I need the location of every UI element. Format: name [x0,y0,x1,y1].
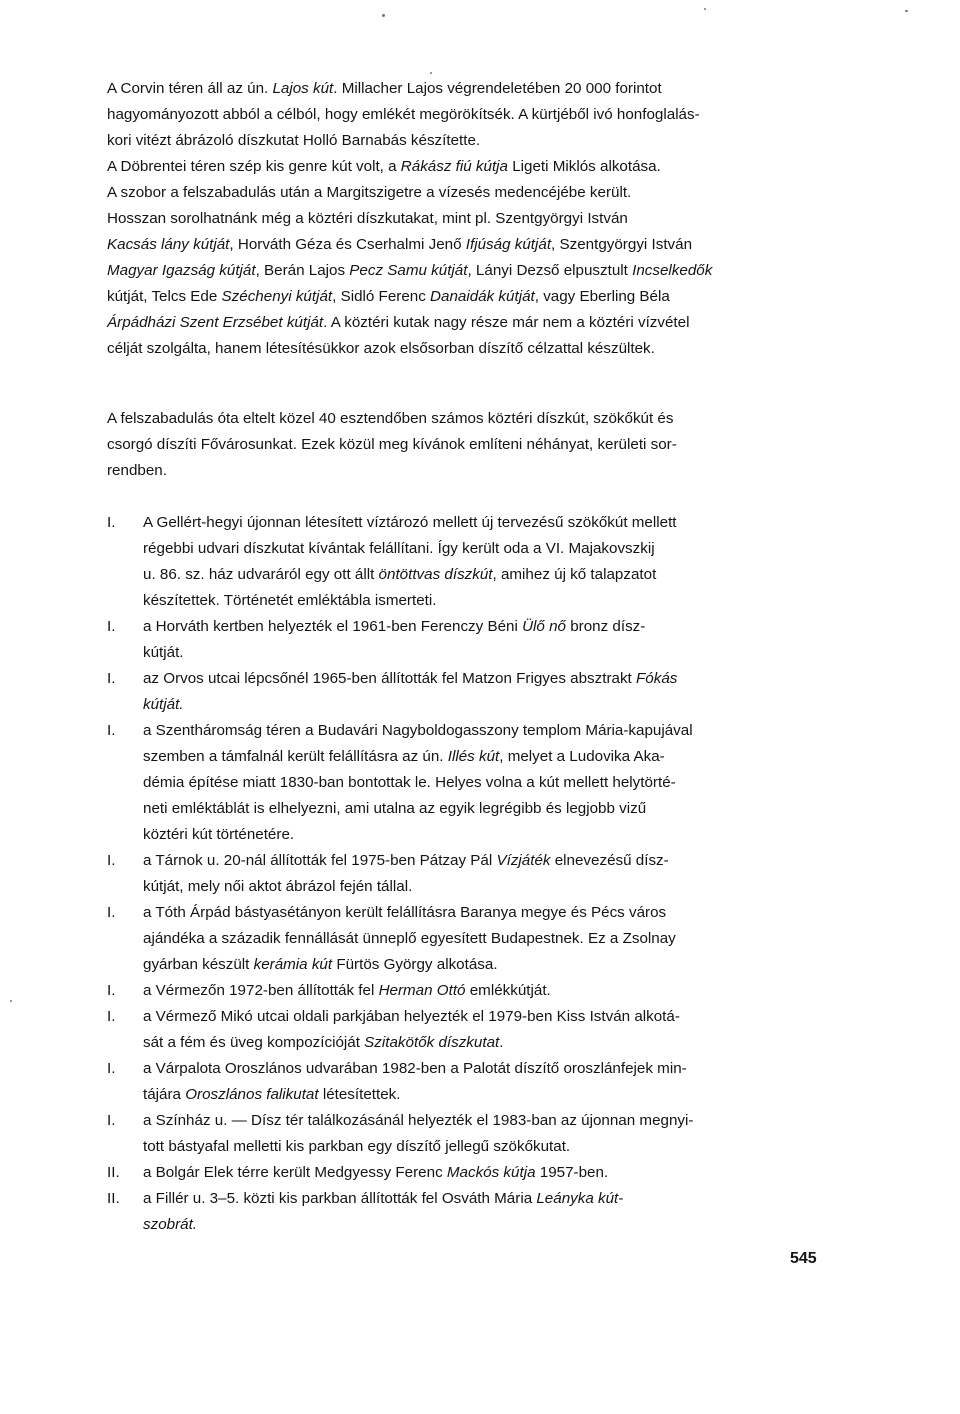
fountain-name: Mackós kútja [446,1164,536,1181]
text-line: A Döbrentei téren szép kis genre kút volt, a Rákász fiú kútja Ligeti Miklós alkotása. [107,158,661,175]
text-segment: a Színház u. — Dísz tér találkozásánál helyezték el 1983-ban az újonnan megnyi- [143,1112,694,1129]
text-line [143,770,842,796]
fountain-name: Ifjúság kútját [465,236,552,253]
district-number: II. [107,1190,120,1207]
text-line [143,1108,842,1134]
text-line: Kacsás lány kútját, Horváth Géza és Cserhalmi Jenő Ifjúság kútját, Szentgyörgyi István [107,236,693,253]
text-segment: u. 86. sz. ház udvaráról egy ott állt [143,566,379,583]
text-line [143,640,842,666]
list-item [107,900,842,978]
text-segment: tájára [143,1086,186,1103]
text-segment: készítettek. Történetét emléktábla ismerteti. [143,592,437,609]
fountain-name: Széchenyi kútját [221,288,333,305]
text-segment: a Vérmező Mikó utcai oldali parkjában helyezték el 1979-ben Kiss István alkotá- [143,1008,680,1025]
text-line [143,1134,842,1160]
text-segment: , amihez új kő talapzatot [492,566,657,583]
item-text [143,1004,842,1056]
item-text [143,1108,842,1160]
text-segment: , melyet a Ludovika Aka- [499,748,665,765]
text-line: kori vitézt ábrázoló díszkutat Holló Barnabás készítette. [107,132,481,149]
text-line: Hosszan sorolhatnánk még a köztéri díszkutakat, mint pl. Szentgyörgyi István [107,210,628,227]
text-line [143,1212,842,1238]
text-segment: a Bolgár Elek térre került Medgyessy Ferenc [143,1164,447,1181]
district-number: I. [107,982,116,999]
item-text [143,666,842,718]
fountain-name: Herman Ottó [378,982,466,999]
text-segment: ajándéka a századik fennállását ünneplő egyesített Budapestnek. Ez a Zsolnay [143,930,676,947]
text-line [143,1186,842,1212]
list-item [107,1108,842,1160]
text-line: célját szolgálta, hanem létesítésükkor azok elsősorban díszítő célzattal készültek. [107,340,655,357]
text-segment: a Tárnok u. 20-nál állították fel 1975-ben Pátzay Pál [143,852,497,869]
fountain-name: Danaidák kútját [430,288,535,305]
scan-speck [10,1000,12,1002]
district-number: I. [107,1060,116,1077]
text-line [143,614,842,640]
fountain-name: Kacsás lány kútját [107,236,230,253]
text-line [143,874,842,900]
list-item [107,1160,842,1186]
text-segment: Fürtös György alkotása. [332,956,498,973]
fountain-name: Rákász fiú kútja [400,158,508,175]
text-segment: gyárban készült [143,956,254,973]
fountain-name: Szitakötők díszkutat [364,1034,500,1051]
district-number: I. [107,904,116,921]
text-line [143,1160,842,1186]
text-line [143,1082,842,1108]
fountain-name: Lajos kút [272,80,334,97]
text-line [143,588,842,614]
scan-speck [704,8,706,10]
text-line: rendben. [107,462,167,479]
text-segment: a Tóth Árpád bástyasétányon került felállításra Baranya megye és Pécs város [143,904,667,921]
fountain-name: Árpádházi Szent Erzsébet kútját [107,314,324,331]
text-line [143,822,842,848]
text-line [143,1056,842,1082]
text-line [143,692,842,718]
district-number: I. [107,514,116,531]
fountain-name: Magyar Igazság kútját [107,262,256,279]
text-segment: 1957-ben. [535,1164,609,1181]
list-item [107,614,842,666]
text-line [143,562,842,588]
list-item [107,1056,842,1108]
scan-speck [905,10,908,12]
item-text [143,510,842,614]
item-text [143,900,842,978]
list-item [107,1004,842,1056]
text-line: A szobor a felszabadulás után a Margitszigetre a vízesés medencéjébe került. [107,184,632,201]
fountain-name: Oroszlános falikutat [185,1086,319,1103]
fountain-name: Leányka kút- [536,1190,624,1207]
fountain-name: Ülő nő [522,618,566,635]
text-line [143,1030,842,1056]
fountain-name: kútját. [143,696,184,713]
list-item [107,718,842,848]
text-segment: az Orvos utcai lépcsőnél 1965-ben állították fel Matzon Frigyes absztrakt [143,670,636,687]
page-number: 545 [790,1250,817,1267]
text-line [143,744,842,770]
text-line [143,900,842,926]
text-segment: emlékkútját. [465,982,551,999]
text-segment: a Várpalota Oroszlános udvarában 1982-ben a Palotát díszítő oroszlánfejek min- [143,1060,687,1077]
text-segment: szemben a támfalnál került felállításra az ún. [143,748,448,765]
scan-speck [382,14,385,17]
text-line: Árpádházi Szent Erzsébet kútját. A köztéri kutak nagy része már nem a köztéri vízvétel [107,314,690,331]
text-line [143,796,842,822]
text-line [143,952,842,978]
text-segment: sát a fém és üveg kompozícióját [143,1034,365,1051]
item-text [143,978,842,1004]
text-line [143,536,842,562]
district-number: I. [107,1112,116,1129]
fountain-name: kerámia kút [253,956,333,973]
fountain-name: Illés kút [447,748,500,765]
text-segment: köztéri kút történetére. [143,826,295,843]
district-number: I. [107,618,116,635]
item-text [143,614,842,666]
text-line: A felszabadulás óta eltelt közel 40 esztendőben számos köztéri díszkút, szökőkút és [107,410,674,427]
fountain-name: Incselkedők [632,262,713,279]
district-number: I. [107,670,116,687]
text-segment: régebbi udvari díszkutat kívántak felállítani. Így került oda a VI. Majakovszkij [143,540,655,557]
item-text [143,848,842,900]
text-segment: tott bástyafal melletti kis parkban egy díszítő jellegű szökőkutat. [143,1138,571,1155]
overview-paragraph [107,406,842,484]
text-line: hagyományozott abból a célból, hogy emlékét megörökítsék. A kürtjéből ivó honfoglalás- [107,106,700,123]
fountain-name: Pecz Samu kútját [349,262,468,279]
text-segment: kútját. [143,644,184,661]
fountain-name: Fókás [636,670,678,687]
text-segment: létesítettek. [318,1086,401,1103]
text-segment: neti emléktáblát is elhelyezni, ami utalna az egyik legrégibb és legjobb vizű [143,800,647,817]
fountain-list [107,510,842,1238]
text-segment: bronz dísz- [565,618,646,635]
fountain-name: Vízjáték [496,852,551,869]
text-segment: a Horváth kertben helyezték el 1961-ben Ferenczy Béni [143,618,523,635]
text-line: A Corvin téren áll az ún. Lajos kút. Millacher Lajos végrendeletében 20 000 forintot [107,80,662,97]
scan-speck [430,72,432,74]
item-text [143,718,842,848]
text-line: csorgó díszíti Fővárosunkat. Ezek közül meg kívánok említeni néhányat, kerületi sor- [107,436,677,453]
text-line: kútját, Telcs Ede Széchenyi kútját, Sidló Ferenc Danaidák kútját, vagy Eberling Béla [107,288,670,305]
district-number: I. [107,722,116,739]
text-segment: A Gellért-hegyi újonnan létesített víztározó mellett új tervezésű szökőkút mellett [143,514,677,531]
text-segment: a Fillér u. 3–5. közti kis parkban állították fel Osváth Mária [143,1190,537,1207]
list-item [107,978,842,1004]
text-line [143,926,842,952]
list-item [107,1186,842,1238]
district-number: I. [107,1008,116,1025]
fountain-name: öntöttvas díszkút [378,566,493,583]
text-segment: elnevezésű dísz- [550,852,669,869]
text-line [143,1004,842,1030]
text-line [143,718,842,744]
text-segment: kútját, mely női aktot ábrázol fején tállal. [143,878,413,895]
text-segment: démia építése miatt 1830-ban bontottak le. Helyes volna a kút mellett helytörté- [143,774,676,791]
district-number: II. [107,1164,120,1181]
text-segment: a Vérmezőn 1972-ben állították fel [143,982,379,999]
district-number: I. [107,852,116,869]
text-line [143,666,842,692]
list-item [107,666,842,718]
text-line [143,978,842,1004]
text-segment: . [499,1034,504,1051]
list-item [107,510,842,614]
list-item [107,848,842,900]
text-line [143,510,842,536]
item-text [143,1160,842,1186]
text-line: Magyar Igazság kútját, Berán Lajos Pecz Samu kútját, Lányi Dezső elpusztult Incselkedők [107,262,713,279]
item-text [143,1056,842,1108]
fountain-name: szobrát. [143,1216,198,1233]
intro-paragraph [107,76,842,362]
text-line [143,848,842,874]
item-text [143,1186,842,1238]
text-segment: a Szentháromság téren a Budavári Nagyboldogasszony templom Mária-kapujával [143,722,693,739]
